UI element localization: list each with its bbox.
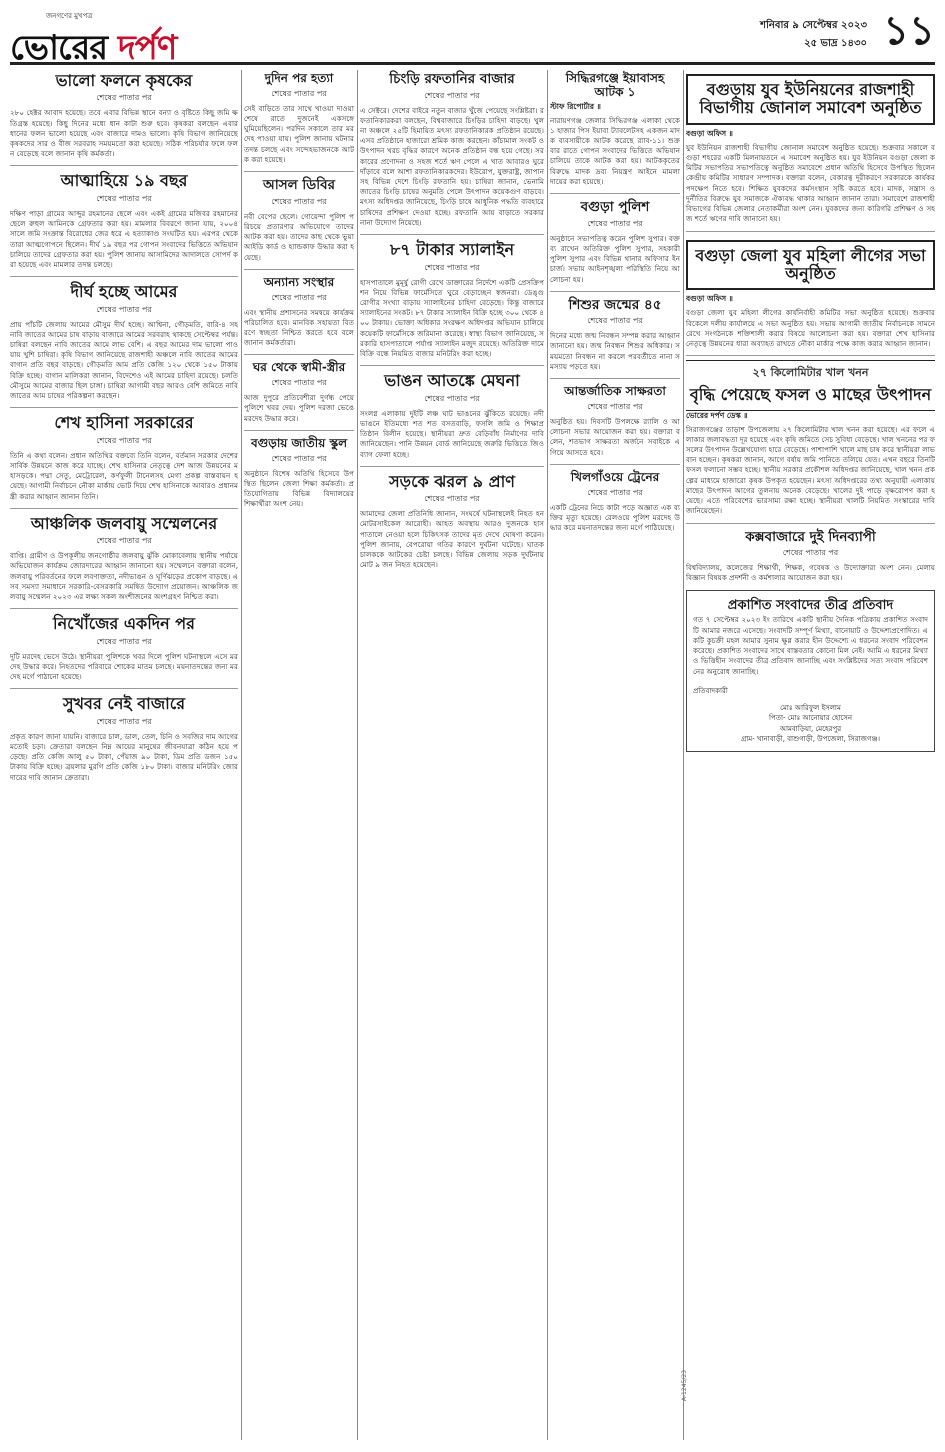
story-road-accident [360, 466, 544, 571]
story-body: অনুষ্ঠানে সভাপতিত্ব করেন পুলিশ সুপার। বক্তব্য রাখেন অতিরিক্ত পুলিশ সুপার, সহকারী পুলিশ সুপার এবং বিভিন্ন থানার অফিসার ইনচার্জ। সভায় আইনশৃঙ্খলা পরিস্থিতি নিয়ে আলোচনা হয়। [550, 233, 680, 284]
byline: বগুড়া অফিস ॥ [686, 294, 733, 304]
story-body: প্রায় পাঁচটি জেলায় আমের মৌসুম দীর্ঘ হচ্ছে। আশ্বিনা, গৌড়মতি, বারি-৪ সহ নাবি জাতের আমের চাষ বাড়ায় বাজারে আমের সরবরাহ থাকছে সেপ্টেম্বর পর্যন্ত। চাষিরা বলছেন নাবি জাতের আমে লাভ বেশি। এ বছর আমের দাম ভালো পাওয়ায় খুশি চাষিরা। কৃষি বিভাগ জানিয়েছে রাজশাহী অঞ্চলে নাবি জাতের আমের বাগান প্রতি বছর বাড়ছে। গৌড়মতি আম প্রতি কেজি ১২০ থেকে ১৫০ টাকায় বিক্রি হচ্ছে। বাগান মালিকরা জানান, বিদেশেও এই আমের চাহিদা রয়েছে। চলতি মৌসুমে আমের বাজার ছিল চাঙ্গা। চাষিরা আগামী বছর আরও বেশি জমিতে নাবি জাতের আম চাষের পরিকল্পনা করছেন। [10, 319, 238, 401]
headline[interactable]: শেখ হাসিনা সরকারের [54, 413, 194, 433]
headline-box [686, 74, 935, 125]
column-divider [547, 70, 548, 1440]
story-19-years [10, 165, 238, 270]
column-4 [550, 70, 680, 1445]
headline[interactable]: ভালো ফলনে কৃষকের [55, 71, 193, 90]
continued-from: শেষের পাতার পর [96, 536, 152, 546]
story-body: দক্ষিণ পাড়া গ্রামের আব্দুর রহমানের ছেলে এবং একই গ্রামের মজিবর রহমানের ছেলে রুহুল আমিনকে গ্রেফতার করা হয়। মামলার বিবরণে জানা যায়, ২০০৪ সালে জমি সংক্রান্ত বিরোধের জের ধরে এ হত্যাকাণ্ড সংঘটিত হয়। এরপর থেকে তারা আত্মগোপনে ছিলেন। দীর্ঘ ১৯ বছর পর গোপন সংবাদের ভিত্তিতে অভিযান চালিয়ে তাদের গ্রেফতার করা হয়। পুলিশ জানায় আসামিদের আদালতে সোপর্দ করা হয়েছে এবং মামলার তদন্ত চলছে। [10, 208, 238, 269]
continued-from: শেষের পাতার পর [96, 93, 152, 103]
story-canal-excavation [686, 355, 935, 516]
headline[interactable]: আন্তর্জাতিক সাক্ষরতা [564, 384, 666, 399]
headline[interactable]: বগুড়ায় যুব ইউনিয়নের রাজশাহী বিভাগীয় জোনাল সমাবেশ অনুষ্ঠিত [699, 80, 922, 118]
headline-box [686, 240, 935, 291]
headline[interactable]: নিখোঁজের একদিন পর [53, 614, 195, 634]
story-body: অনুষ্ঠানে বিশেষ অতিথি হিসেবে উপস্থিত ছিলেন জেলা শিক্ষা কর্মকর্তা। প্রতিযোগিতায় বিভিন্ন বিদ্যালয়ের শিক্ষার্থীরা অংশ নেয়। [244, 468, 354, 509]
story-fake-db [244, 171, 354, 263]
masthead [10, 6, 935, 68]
signatory-details: মোঃ আরিফুল ইসলাম পিতা- মোঃ আনোয়ার হোসেন আমবাড়িয়া, মেহেরপুর গ্রাম- খানাবাড়ী, বাশুগাড়ী, উপজেলা, সিরাজগঞ্জ। [741, 703, 880, 744]
continued-from: শেষের পাতার পর [782, 548, 839, 558]
story-body: দিনের মধ্যে জন্ম নিবন্ধন সম্পন্ন করার আহ্বান জানানো হয়। জন্ম নিবন্ধন শিশুর অধিকার। সময়মতো নিবন্ধন না করলে পরবর্তীতে নানা সমস্যায় পড়তে হয়। [550, 331, 680, 371]
story-body: যুব ইউনিয়ন রাজশাহী বিভাগীয় জোনাল সমাবেশ অনুষ্ঠিত হয়েছে। শুক্রবার সকালে বগুড়া শহরের একটি মিলনায়তনে এ সমাবেশ অনুষ্ঠিত হয়। যুব ইউনিয়ন বগুড়া জেলা কমিটির সভাপতির সভাপতিত্বে অনুষ্ঠিত সমাবেশে প্রধান অতিথি হিসেবে উপস্থিত ছিলেন কেন্দ্রীয় কমিটির সাধারণ সম্পাদক। বক্তারা বলেন, বেকারত্ব দূরীকরণে সরকারকে কার্যকর পদক্ষেপ নিতে হবে। শিক্ষিত যুবকদের কর্মসংস্থান সৃষ্টি করতে হবে। মাদক, সন্ত্রাস ও দুর্নীতির বিরুদ্ধে যুব সমাজকে ঐক্যবদ্ধ থাকার আহ্বান জানান তারা। সমাবেশে রাজশাহী বিভাগের বিভিন্ন জেলার নেতাকর্মীরা অংশ নেন। যুবকদের জন্য কারিগরি প্রশিক্ষণ ও সহজ শর্তে ঋণের দাবি জানানো হয়। [686, 142, 935, 224]
continued-from: শেষের পাতার পর [424, 262, 480, 272]
story-body: সংলগ্ন এলাকায় দুইটি লঞ্চ ঘাট ভাঙনের ঝুঁকিতে রয়েছে। নদী ভাঙনে ইতিমধ্যে শত শত বসতবাড়ি, ফসলি জমি ও শিক্ষাপ্রতিষ্ঠান বিলীন হয়েছে। স্থানীয়রা দ্রুত বেড়িবাঁধ নির্মাণের দাবি জানিয়েছেন। পানি উন্নয়ন বোর্ড জানিয়েছে জরুরি ভিত্তিতে জিও ব্যাগ ফেলা হচ্ছে। [360, 408, 544, 459]
headline[interactable]: ভাঙন আতঙ্কে মেঘনা [384, 371, 520, 391]
byline: স্টাফ রিপোর্টার ॥ [550, 101, 601, 111]
headline[interactable]: ঘর থেকে স্বামী-স্ত্রীর [252, 360, 346, 375]
story-body: নারায়ণগঞ্জ জেলার সিদ্ধিরগঞ্জ এলাকা থেকে ১ হাজার পিস ইয়াবা ট্যাবলেটসহ একজন মাদক ব্যবসায়ীকে আটক করেছে র‍্যাব-১১। শুক্রবার রাতে গোপন সংবাদের ভিত্তিতে অভিযান চালিয়ে তাকে আটক করা হয়। আটককৃতের বিরুদ্ধে মাদক দ্রব্য নিয়ন্ত্রণ আইনে মামলা দায়ের করা হয়েছে। [550, 115, 680, 186]
page-number: ১১ [883, 7, 935, 54]
story-mango-season [10, 276, 238, 401]
story-body: সিরাজগঞ্জের তাড়াশ উপজেলায় ২৭ কিলোমিটার খাল খনন করা হয়েছে। এর ফলে এলাকার জলাবদ্ধতা দূর হয়েছে এবং কৃষি জমিতে সেচ সুবিধা বেড়েছে। খাল খননের পর ফসলের উৎপাদন উল্লেখযোগ্য হারে বেড়েছে। পাশাপাশি খালে মাছ চাষ করে স্থানীয়রা লাভবান হচ্ছেন। কৃষকরা জানান, আগে বর্ষায় জমি পানিতে তলিয়ে যেত। এখন বছরে তিনটি ফসল ফলানো সম্ভব হচ্ছে। স্থানীয় সরকার প্রকৌশল অধিদপ্তর জানিয়েছে, খাল খনন প্রকল্পের মাধ্যমে হাজারো কৃষক উপকৃত হয়েছেন। মৎস্য অধিদপ্তরের তথ্য অনুযায়ী এলাকায় মাছের উৎপাদন আগের তুলনায় অনেক বেড়েছে। খালের দুই পাড়ে বৃক্ষরোপণ করা হয়েছে। এতে পরিবেশের ভারসাম্য রক্ষা হচ্ছে। স্থানীয়রা খালটি নিয়মিত সংস্কারের দাবি জানিয়েছেন। [686, 424, 935, 516]
story-body: সেই বাড়িতে তার সাথে খাওয়া দাওয়া শেষে রাতে দুজনেই একসঙ্গে ঘুমিয়েছিলেন। পরদিন সকালে তার মরদেহ পাওয়া যায়। পুলিশ জানায় ঘটনার তদন্ত চলছে এবং সন্দেহভাজনকে আটক করা হয়েছে। [244, 103, 354, 164]
headline[interactable]: বগুড়া জেলা যুব মহিলা লীগের সভা অনুষ্ঠিত [695, 245, 926, 283]
story-saline [360, 234, 544, 359]
story-body: হাসপাতালে মুমূর্ষু রোগী রেখে ডাক্তারের নির্দেশে একটি প্রেসক্রিপশন নিয়ে বিভিন্ন ফার্মেসিতে ঘুরে বেড়াচ্ছেন স্বজনরা। ডেঙ্গু রোগীর সংখ্যা বাড়ায় স্যালাইনের চাহিদা বেড়েছে। কিন্তু বাজারে স্যালাইনের সংকট। ৮৭ টাকার স্যালাইন বিক্রি হচ্ছে ৩০০ থেকে ৪০০ টাকায়। ভোক্তা অধিকার সংরক্ষণ অধিদপ্তর অভিযান চালিয়ে কয়েকটি ফার্মেসিকে জরিমানা করেছে। স্বাস্থ্য বিভাগ জানিয়েছে, সরকারি হাসপাতালে পর্যাপ্ত স্যালাইন মজুদ রয়েছে। অতিরিক্ত দামে বিক্রি বন্ধে নিয়মিত বাজার মনিটরিং করা হচ্ছে। [360, 277, 544, 359]
continued-from: শেষের পাতার পর [587, 401, 643, 411]
story-body: ২৮০ হেক্টর আবাদ হয়েছে। তবে এবার বিভিন্ন স্থানে বন্যা ও বৃষ্টিতে কিছু জমি ক্ষতিগ্রস্ত হয়েছে। কিছু দিনের মধ্যে ধান কাটা শুরু হবে। কৃষকরা বলছেন এবার ধানের ফলন ভালো হয়েছে এবং বাজারে দামও ভালো। কৃষি বিভাগ জানিয়েছে কৃষকদের সার ও বীজ সরবরাহ সময়মতো করা হয়েছে। সঠিক পরিচর্যার ফলে ফলন বেড়েছে বলে জানান কৃষি কর্মকর্তা। [10, 108, 238, 159]
headline-rule [686, 360, 935, 410]
headline[interactable]: সুখবর নেই বাজারে [62, 694, 186, 714]
continued-from: শেষের পাতার পর [587, 316, 643, 326]
shoulder-headline: ২৭ কিলোমিটার খাল খনন [752, 366, 869, 380]
logo-word-2: দর্পণ [117, 28, 177, 68]
story-school [244, 430, 354, 510]
issue-date: শনিবার ৯ সেপ্টেম্বর ২০২৩ [760, 20, 867, 31]
headline[interactable]: চিংড়ি রফতানির বাজার [389, 71, 515, 87]
story-body: বগুড়া জেলা যুব মহিলা লীগের কার্যনির্বাহী কমিটির সভা অনুষ্ঠিত হয়েছে। শুক্রবার বিকেলে দলীয় কার্যালয়ে এ সভা অনুষ্ঠিত হয়। সভায় আগামী জাতীয় নির্বাচনকে সামনে রেখে সংগঠনকে শক্তিশালী করার বিষয়ে আলোচনা করা হয়। বক্তারা শেখ হাসিনার নেতৃত্বে উন্নয়নের ধারা অব্যাহত রাখতে নৌকা মার্কার পক্ষে কাজ করার আহ্বান জানান। [686, 308, 935, 348]
story-body: আজ দুপুরে প্রতিবেশীরা দুর্গন্ধ পেয়ে পুলিশে খবর দেয়। পুলিশ দরজা ভেঙে মরদেহ উদ্ধার করে। [244, 393, 354, 423]
continued-from: শেষের পাতার পর [271, 453, 327, 463]
continued-from: শেষের পাতার পর [96, 193, 152, 203]
logo-word-1: ভোরের [10, 28, 118, 68]
headline[interactable]: আত্মাহিয়ে ১৯ বছর [60, 171, 188, 191]
story-bogura-police [550, 193, 680, 285]
continued-from: শেষের পাতার পর [271, 292, 327, 302]
headline[interactable]: অন্যান্য সংস্থার [263, 274, 335, 289]
column-3 [360, 70, 544, 1445]
story-meghna-erosion [360, 365, 544, 459]
logo-slogan: জনগণের মুখপত্র [46, 12, 93, 20]
headline[interactable]: বগুড়ায় জাতীয় স্কুল [250, 435, 348, 450]
continued-from: শেষের পাতার পর [271, 196, 327, 206]
notice-headline[interactable]: প্রকাশিত সংবাদের তীব্র প্রতিবাদ [727, 597, 894, 613]
headline[interactable]: আঞ্চলিক জলবায়ু সম্মেলনের [30, 513, 218, 533]
notice-body: গত ৭ সেপ্টেম্বর ২০২৩ ইং তারিখে একটি স্থানীয় দৈনিক পত্রিকায় প্রকাশিত সংবাদটি আমার নজরে এসেছে। সংবাদটি সম্পূর্ণ মিথ্যা, বানোয়াট ও উদ্দেশ্যপ্রণোদিত। একটি কুচক্রী মহল আমার সুনাম ক্ষুণ্ণ করার হীন উদ্দেশ্যে এ ধরনের সংবাদ পরিবেশন করেছে। প্রকাশিত সংবাদের সাথে বাস্তবতার কোনো মিল নেই। আমি এ ধরনের মিথ্যা ও ভিত্তিহীন সংবাদের তীব্র প্রতিবাদ জানাচ্ছি এবং সংশ্লিষ্টদের সত্য সংবাদ পরিবেশনের অনুরোধ জানাচ্ছি। [693, 615, 928, 676]
continued-from: শেষের পাতার পর [96, 716, 152, 726]
story-body: নবী বেপের ছেলে। গোয়েন্দা পুলিশ পরিচয়ে প্রতারণার অভিযোগে তাদের আটক করা হয়। তাদের কাছ থেকে ভুয়া আইডি কার্ড ও হ্যান্ডকাফ উদ্ধার করা হয়েছে। [244, 211, 354, 262]
story-body: প্রকৃত কারণ জানা যায়নি। বাজারে চাল, ডাল, তেল, চিনি ও সবজির দাম আগের মতোই চড়া। ক্রেতারা বলছেন নিম্ন আয়ের মানুষের জীবনযাত্রা কঠিন হয়ে পড়েছে। প্রতি কেজি আলু ৫০ টাকা, পেঁয়াজ ৯০ টাকা, ডিম প্রতি ডজন ১৫০ টাকায় বিক্রি হচ্ছে। ব্রয়লার মুরগি প্রতি কেজি ১৮০ টাকা। বাজার মনিটরিং জোরদারের দাবি জানান ক্রেতারা। [10, 731, 238, 782]
column-divider [241, 70, 242, 1440]
continued-from: শেষের পাতার পর [96, 304, 152, 314]
headline[interactable]: সিদ্ধিরগঞ্জে ইয়াবাসহ আটক ১ [565, 71, 665, 99]
column-2 [244, 70, 354, 1445]
story-body: এ সেক্টরে। দেশের বাইরে নতুন বাজার খুঁজে পেয়েছে সংশ্লিষ্টরা। রফতানিকারকরা বলছেন, বিশ্ববাজারে চিংড়ির চাহিদা বাড়ছে। খুলনা অঞ্চলে ২৫টি হিমায়িত মৎস্য রফতানিকারক প্রতিষ্ঠান রয়েছে। এসব প্রতিষ্ঠানে হাজারো শ্রমিক কাজ করছেন। কাঁচামাল সংকট ও উৎপাদন খরচ বৃদ্ধির কারণে অনেক প্রতিষ্ঠান বন্ধ হয়ে গেছে। সরকারের প্রণোদনা ও সহজ শর্তে ঋণ পেলে এ খাত আবারও ঘুরে দাঁড়াবে বলে আশা রফতানিকারকদের। ইউরোপ, যুক্তরাষ্ট্র, জাপানসহ বিভিন্ন দেশে চিংড়ি রফতানি হয়। চাষিরা জানান, ভেনামি জাতের চিংড়ি চাষের অনুমতি পেলে উৎপাদন কয়েকগুণ বাড়বে। মৎস্য অধিদপ্তর জানিয়েছে, চিংড়ি চাষে আধুনিক পদ্ধতি ব্যবহারে চাষিদের প্রশিক্ষণ দেওয়া হচ্ছে। রফতানি আয় বাড়াতে সরকার নানা উদ্যোগ নিয়েছে। [360, 105, 544, 227]
continued-from: শেষের পাতার পর [587, 218, 643, 228]
story-government [10, 407, 238, 501]
continued-from: শেষের পাতার পর [96, 435, 152, 445]
story-other-agencies [244, 269, 354, 349]
byline: বগুড়া অফিস ॥ [686, 128, 733, 138]
story-climate-conference [10, 508, 238, 602]
print-code: A-1245/23 [681, 1370, 688, 1402]
story-birth-registration [550, 291, 680, 372]
story-khilgaon-train [550, 464, 680, 533]
continued-from: শেষের পাতার পর [271, 378, 327, 388]
story-missing [10, 608, 238, 682]
headline[interactable]: দীর্ঘ হচ্ছে আমের [70, 282, 178, 302]
headline[interactable]: সড়কে ঝরল ৯ প্রাণ [389, 471, 515, 491]
story-body: বিশ্ববিদ্যালয়, কলেজের শিক্ষার্থী, শিক্ষক, গবেষক ও উদ্যোক্তারা অংশ নেন। মেলায় বিজ্ঞান বিষয়ক প্রদর্শনী ও কর্মশালার আয়োজন করা হয়। [686, 563, 935, 583]
headline[interactable]: বৃদ্ধি পেয়েছে ফসল ও মাছের উৎপাদন [689, 385, 932, 405]
headline[interactable]: ৮৭ টাকার স্যালাইন [389, 240, 515, 260]
story-couple [244, 354, 354, 423]
story-body: বাপ্তি। গ্রামীণ ও উপকূলীয় জনগোষ্ঠীর জলবায়ু ঝুঁকি মোকাবেলায় স্থানীয় পর্যায়ে অভিযোজন কার্যক্রম জোরদারের আহ্বান জানানো হয়। সম্মেলনে বক্তারা বলেন, জলবায়ু পরিবর্তনের ফলে লবণাক্ততা, নদীভাঙন ও ঘূর্ণিঝড়ের প্রকোপ বাড়ছে। এসব সমস্যা সমাধানে সরকারি-বেসরকারি সমন্বিত উদ্যোগ প্রয়োজন। আঞ্চলিক জলবায়ু সম্মেলন ২০২৩ এর লক্ষ্য সকল অংশীজনের অংশগ্রহণ নিশ্চিত করা। [10, 551, 238, 602]
story-shrimp [360, 72, 544, 228]
continued-from: শেষের পাতার পর [424, 393, 480, 403]
issue-date-bengali: ২৫ ভাদ্র ১৪৩০ [804, 38, 867, 49]
story-body: অনুষ্ঠিত হয়। দিবসটি উপলক্ষে র‍্যালি ও আলোচনা সভার আয়োজন করা হয়। বক্তারা বলেন, শতভাগ সাক্ষরতা অর্জনে সবাইকে এগিয়ে আসতে হবে। [550, 416, 680, 457]
headline[interactable]: খিলগাঁওয়ে ট্রেনের [570, 469, 660, 484]
continued-from: শেষের পাতার পর [587, 487, 643, 497]
story-body: এবং স্থানীয় প্রশাসনের সমন্বয়ে কার্যক্রম পরিচালিত হবে। মানবিক সহায়তা বিতরণে স্বচ্ছতা নিশ্চিত করতে হবে বলে জানান কর্মকর্তারা। [244, 307, 354, 348]
headline[interactable]: বগুড়া পুলিশ [580, 199, 650, 216]
story-body: আমাদের জেলা প্রতিনিধি জানান, সংঘর্ষে ঘটনাস্থলেই নিহত হন মোটরসাইকেল আরোহী। আহত অবস্থায় আরও দুজনকে হাসপাতালে নেওয়া হলে চিকিৎসক তাদের মৃত দেখে ঘোষণা করেন। পুলিশ জানায়, বেপরোয়া গতির কারণে দুর্ঘটনা ঘটেছে। ঘাতক চালককে আটকের চেষ্টা চলছে। বিভিন্ন জেলায় সড়ক দুর্ঘটনায় মোট ৯ জন নিহত হয়েছেন। [360, 509, 544, 570]
story-womens-league [686, 231, 935, 350]
continued-from: শেষের পাতার পর [424, 494, 480, 504]
story-market [10, 688, 238, 782]
column-divider [357, 70, 358, 1440]
story-literacy-day [550, 378, 680, 458]
column-divider [683, 70, 684, 1440]
continued-from: শেষের পাতার পর [96, 636, 152, 646]
headline[interactable]: কক্সবাজারে দুই দিনব্যাপী [745, 528, 876, 545]
headline[interactable]: আসল ডিবির [262, 177, 336, 194]
story-body: একটি ট্রেনের নিচে কাটা পড়ে অজ্ঞাত এক ব্যক্তির মৃত্যু হয়েছে। রেলওয়ে পুলিশ মরদেহ উদ্ধার করে ময়নাতদন্তের জন্য মর্গে পাঠিয়েছে। [550, 502, 680, 533]
story-coxs-bazar [686, 523, 935, 584]
story-body: তিনি এ কথা বলেন। প্রধান অতিথির বক্তব্যে তিনি বলেন, বর্তমান সরকার দেশের সার্বিক উন্নয়নে কাজ করে যাচ্ছে। শেখ হাসিনার নেতৃত্বে দেশ আজ উন্নয়নের মহাসড়কে। পদ্মা সেতু, মেট্রোরেল, কর্ণফুলী টানেলসহ মেগা প্রকল্প বাস্তবায়ন হয়েছে। আগামী নির্বাচনে নৌকা মার্কায় ভোট দিয়ে শেখ হাসিনাকে আবারও প্রধানমন্ত্রী করার আহ্বান জানান তিনি। [10, 450, 238, 501]
byline: ভোরের দর্পণ ডেস্ক ॥ [686, 410, 748, 420]
continued-from: শেষের পাতার পর [271, 88, 327, 98]
story-murder [244, 72, 354, 165]
story-body: দুটি মরদেহ ভেসে উঠে। স্থানীয়রা পুলিশকে খবর দিলে পুলিশ ঘটনাস্থলে এসে মরদেহ উদ্ধার করে। নিহতদের পরিবারে শোকের মাতম চলছে। ময়নাতদন্তের জন্য মরদেহ মর্গে পাঠানো হয়েছে। [10, 651, 238, 682]
story-good-harvest [10, 72, 238, 159]
column-5 [686, 70, 935, 1445]
story-yaba-arrest [550, 72, 680, 187]
story-youth-union [686, 74, 935, 225]
protest-notice [686, 590, 935, 752]
headline[interactable]: দুদিন পর হত্যা [264, 71, 334, 85]
signatory-label: প্রতিবাদকারী [693, 686, 728, 695]
newspaper-logo[interactable] [10, 10, 240, 68]
headline[interactable]: শিশুর জন্মের ৪৫ [568, 296, 662, 313]
column-1 [10, 70, 238, 1445]
continued-from: শেষের পাতার পর [424, 90, 480, 100]
